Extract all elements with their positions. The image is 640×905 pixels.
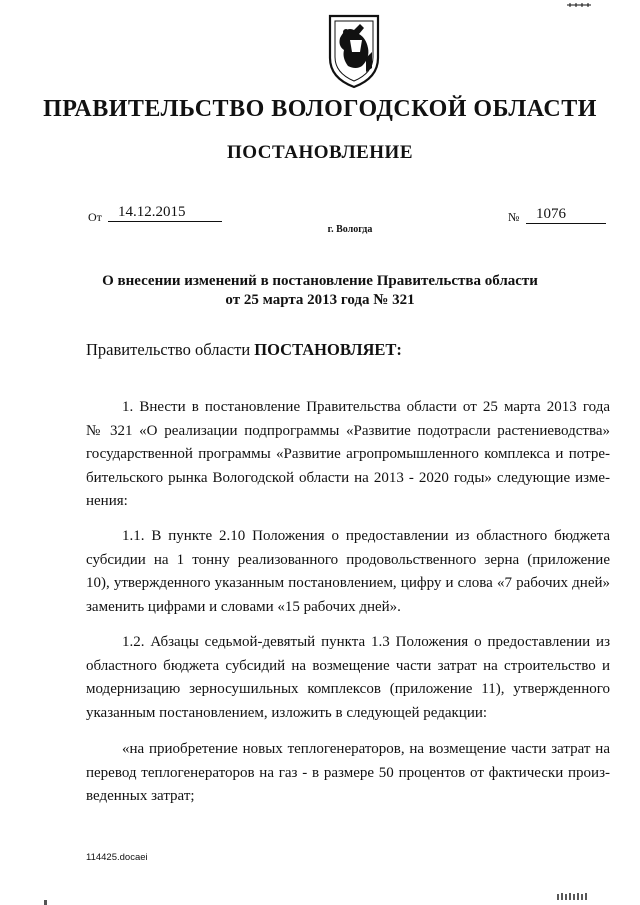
date-underline — [108, 221, 222, 222]
text-line: заменить цифрами и словами «15 рабочих дней». — [86, 598, 401, 615]
text-line: № 321 «О реализации подпрограммы «Развитие подотрасли растениеводства» — [86, 422, 610, 439]
resolution-intro — [86, 340, 402, 360]
subject-line: от 25 марта 2013 года № 321 — [225, 292, 415, 308]
intro-text: Правительство области — [86, 340, 255, 359]
document-type: ПОСТАНОВЛЕНИЕ — [226, 142, 414, 163]
organization-title: ПРАВИТЕЛЬСТВО ВОЛОГОДСКОЙ ОБЛАСТИ — [43, 96, 597, 122]
text-line: перевод теплогенераторов на газ - в размере 50 процентов от фактически произ- — [86, 764, 610, 781]
number-value: 1076 — [536, 206, 566, 222]
number-label: № — [508, 210, 520, 224]
text-line: веденных затрат; — [86, 788, 195, 804]
text-line: субсидии на 1 тонну реализованного продовольственного зерна (приложение — [86, 551, 610, 568]
text-line: нения: — [86, 493, 128, 509]
text-line: бительского рынка Вологодской области на 2013 - 2020 годы» следующие изме- — [86, 469, 610, 486]
paragraph-item-1-1 — [86, 525, 610, 619]
text-line: 1. Внести в постановление Правительства области от 25 марта 2013 года — [122, 399, 610, 415]
text-line: указанным постановлением, изложить в следующей редакции: — [86, 704, 488, 721]
city-label: г. Вологда — [327, 224, 373, 235]
date-label: От — [88, 210, 102, 224]
footer-file-name: 114425.docaei — [86, 852, 148, 863]
text-line: 10), утвержденного указанным постановлением, цифру и слова «7 рабочих дней» — [86, 575, 610, 591]
text-line: государственной программы «Развитие агропромышленного комплекса и потре- — [86, 446, 610, 462]
vologda-coat-of-arms-icon — [326, 12, 382, 90]
subject-line: О внесении изменений в постановление Правительства области — [102, 273, 538, 289]
document-subject — [90, 272, 550, 310]
date-value: 14.12.2015 — [118, 204, 186, 220]
paragraph-item-1-2 — [86, 631, 610, 725]
text-line: 1.1. В пункте 2.10 Положения о предоставлении из областного бюджета — [122, 528, 610, 544]
scan-artifact-icon — [566, 2, 592, 8]
text-line: «на приобретение новых теплогенераторов, на возмещение части затрат на — [122, 741, 610, 757]
text-line: модернизацию зерносушильных комплексов (приложение 11), утвержденного — [86, 681, 610, 697]
text-line: областного бюджета субсидий на возмещение части затрат на строительство и — [86, 657, 610, 674]
paragraph-quote — [86, 738, 610, 809]
scan-artifact-icon — [556, 892, 590, 900]
text-line: 1.2. Абзацы седьмой-девятый пункта 1.3 Положения о предоставлении из — [122, 634, 610, 650]
scan-artifact-mark — [44, 900, 47, 905]
intro-emphasis: ПОСТАНОВЛЯЕТ: — [254, 340, 402, 359]
paragraph-item-1 — [86, 396, 610, 514]
